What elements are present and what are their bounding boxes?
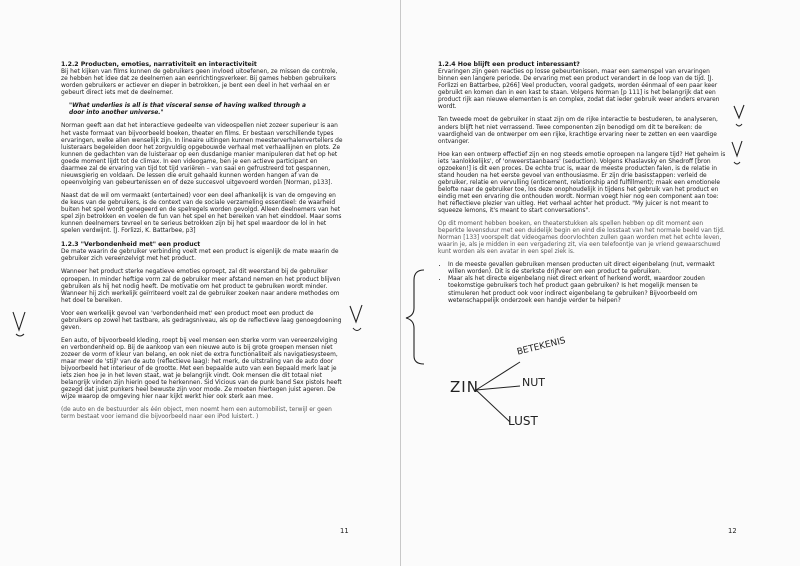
handwritten-check-icon: [732, 104, 748, 134]
page-number: 11: [340, 527, 349, 535]
right-text-column: [438, 61, 730, 305]
paragraph: Wanneer het product sterke negatieve emoties oproept, zal dit weerstand bij de gebruiker oproepen. In minder heftige vorm zal de gebruiker meer afstand nemen en het product blijven gebruiken als hij het nodig heeft. De motivatie om het product te gebruiken wordt minder. Wanneer hij zich werkelijk geïrriteerd voelt zal de gebruiker zoeken naar andere methodes om het doel te bereiken.: [61, 269, 341, 304]
section-heading-1-2-3: 1.2.3 "Verbondenheid met" een product: [61, 241, 201, 249]
paragraph: Norman geeft aan dat het interactieve gedeelte van videospellen niet zozeer superieur is aan het vaste formaat van bijvoorbeeld boeken, theater en films. Er bestaan verschillende types ervaringen, welke allen wenselijk zijn. In lineaire uitingen kunnen meesterverhalenvertellers de luisteraars begeleiden door het zorgvuldig opgebouwde verhaal met verhaallijnen en plots. Ze kunnen de gedachten van de luisteraar op een dusdanige manier manipuleren dat het op het goede moment lijdt tot de climax. In een videogame, ben je een actieve participant en daarmee zal de ervaring van tijd tot tijd variëren – van saai en gefrustreerd tot gespannen, nieuwsgierig en voldaan. De lessen die eruit gehaald kunnen worden hangen af van de opeenvolging van gebeurtenissen en of deze succesvol uitgevoerd worden [Norman, p133].: [61, 123, 343, 186]
handwritten-arrows-icon: [474, 360, 534, 440]
page-number: 12: [728, 527, 737, 535]
paragraph: Ervaringen zijn geen reacties op losse gebeurtenissen, maar een samenspel van ervaringen binnen een langere periode. De ervaring met een product verandert in de loop van de tijd. [J. Forlizzi en Battarbee, p266] Veel producten, vooral gadgets, worden éénmaal of een paar keer gebruikt en komen dan in een kast te staan. Volgens Norman [p 111] is het belangrijk dat een product rijk aan nieuwe elementen is en complex, zodat dat ieder gebruik weer anders ervaren wordt.: [438, 69, 720, 111]
handwritten-check-icon: [10, 310, 30, 340]
paragraph: Een auto, of bijvoorbeeld kleding, roept bij veel mensen een sterke vorm van vereenzelviging en verbondenheid op. Bij de aankoop van een nieuwe auto is bij grote groepen mensen niet zozeer de vorm of kleur van belang, en ook niet de extra functionaliteit als navigatiesysteem, maar meer de 'stijl' van de auto (reflectieve laag): het merk, de uitstraling van de auto door bijvoorbeeld het interieur of de grootte. Met een bepaalde auto van een bepaald merk laat je iets zien hoe je in het leven staat, wat je belangrijk vindt. Ook mensen die dit totaal niet belangrijk vinden zijn hierin goed te herkennen. Sid Vicious van de punk band Sex pistols heeft gezegd dat juist punkers heel bewuste zijn voor mode. Ze moeten hiertegen juist ageren. De wijze waarop de omgeving hier naar kijkt werkt hier ook sterk aan mee.: [61, 337, 342, 401]
handwritten-check-icon: [730, 140, 746, 170]
handwritten-zin: ZIN: [450, 378, 479, 396]
paragraph: Hoe kan een ontwerp effectief zijn en nog steeds emotie oproepen na langere tijd? Het geheim is iets 'aanlokkelijks', of 'onweerstaanbaars' (seduction). Volgens Khaslavsky en Shedroff [bron opzoeken!] is dit een proces. De echte truc is, waar de meeste producten falen, is de relatie in stand houden na het eerste gevoel van enthousiasme. Er zijn drie basisstappen: verleid de gebruiker, relatie en vervulling (enticement, relationship and fulfillment); maak een emotionele belofte naar de gebruiker toe, los deze onophoudelijk in tijdens het gebruik van het product en eindig met een ervaring die onthouden wordt. Norman voegt hier nog een component aan toe: het reflectieve plezier van uitleg. Het verhaal achter het product. "My juicer is not meant to squeeze lemons, it's meant to start conversations".: [438, 151, 726, 215]
handwritten-lust: LUST: [508, 414, 538, 428]
right-page: [400, 0, 800, 566]
paragraph: Op dit moment hebben boeken, en theaterstukken als spellen hebben op dit moment een beperkte levensduur met een duidelijk begin en eind die losstaat van het normale beeld van tijd. Norman [133] voorspelt dat videogames doorvlochten zullen gaan worden met het echte leven, waarin je, als je midden in een vergadering zit, via een telefoontje van je vriend gewaarschuwd kunt worden als een avatar in een spel ziek is.: [438, 221, 725, 256]
paragraph: Bij het kijken van films kunnen de gebruikers geen invloed uitoefenen, ze missen de controle, ze hebben het idee dat ze deelnemen aan eenrichtingsverkeer. Bij games hebben gebruikers worden gebruikers er actiever en dieper in betrokken, je bent een deel in het verhaal en er gebeurt direct iets met de deelnemer.: [61, 69, 338, 97]
handwritten-bracket-icon: [400, 268, 430, 368]
left-text-column: [61, 61, 343, 427]
paragraph: Naast dat de wil om vermaakt (entertained) voor een deel afhankelijk is van de omgeving en de keus van de gebruikers, is de context van de sociale verzameling essentieel: de waarheid buiten het spel wordt genegeerd en de spelregels worden gevolgd. Alleen deelnemers van het spel zijn betrokken en voelen de fun van het spel en het bereiken van het einddoel. Maar soms kunnen deelnemers tevreel en te serieus betrokken zijn bij het spel waardoor de lol in het spelen verdwijnt. [J. Forlizzi, K. Battarbee, p3]: [61, 192, 342, 235]
paragraph: Voor een werkelijk gevoel van 'verbondenheid met' een product moet een product de gebruikers op zowel het tastbare, als gedragsniveau, als op de reflectieve laag genoegdoening geven.: [61, 310, 342, 331]
section-heading-1-2-4: 1.2.4 Hoe blijft een product interessant?: [438, 61, 580, 68]
quote: "What underlies is all is that visceral sense of having walked through a door into another universe.": [69, 103, 306, 117]
paragraph-note: (de auto en de bestuurder als één object, men noemt hem een automobilist, terwijl er geen term bestaat voor iemand die bijvoorbeeld naar een iPod luistert. ): [61, 407, 332, 421]
handwritten-nut: NUT: [522, 376, 545, 389]
bullet-list: [438, 262, 730, 304]
section-heading-1-2-2: 1.2.2 Producten, emoties, narrativiteit en interactiviteit: [61, 61, 257, 68]
list-item: • In de meeste gevallen gebruiken mensen producten uit direct eigenbelang (nut, vermaakt willen worden). Dit is de sterkste drijfveer om een product te gebruiken.: [448, 262, 730, 276]
handwritten-check-icon: [348, 304, 368, 338]
list-item: • Maar als het directe eigenbelang niet direct erkent of herkend wordt, waardoor zouden toekomstige gebruikers toch het product gaan gebruiken? Is het mogelijk mensen te stimuleren het product ook voor indirect eigenbelang te gebruiken? Bijvoorbeeld om wetenschappelijk onderzoek een handje verder te helpen?: [448, 276, 730, 304]
handwritten-betekenis: BETEKENIS: [516, 335, 567, 358]
paragraph: Ten tweede moet de gebruiker in staat zijn om de rijke interactie te bestuderen, te analyseren, anders blijft het niet verrassend. Twee componenten zijn benodigd om dit te bereiken: de vaardigheid van de ontwerper om een rijke, krachtige ervaring neer te zetten en een vaardige ontvanger.: [438, 117, 718, 145]
paragraph: De mate waarin de gebruiker verbinding voelt met een product is eigenlijk de mate waarin de gebruiker zich vereenzelvigt met het product.: [61, 249, 339, 263]
